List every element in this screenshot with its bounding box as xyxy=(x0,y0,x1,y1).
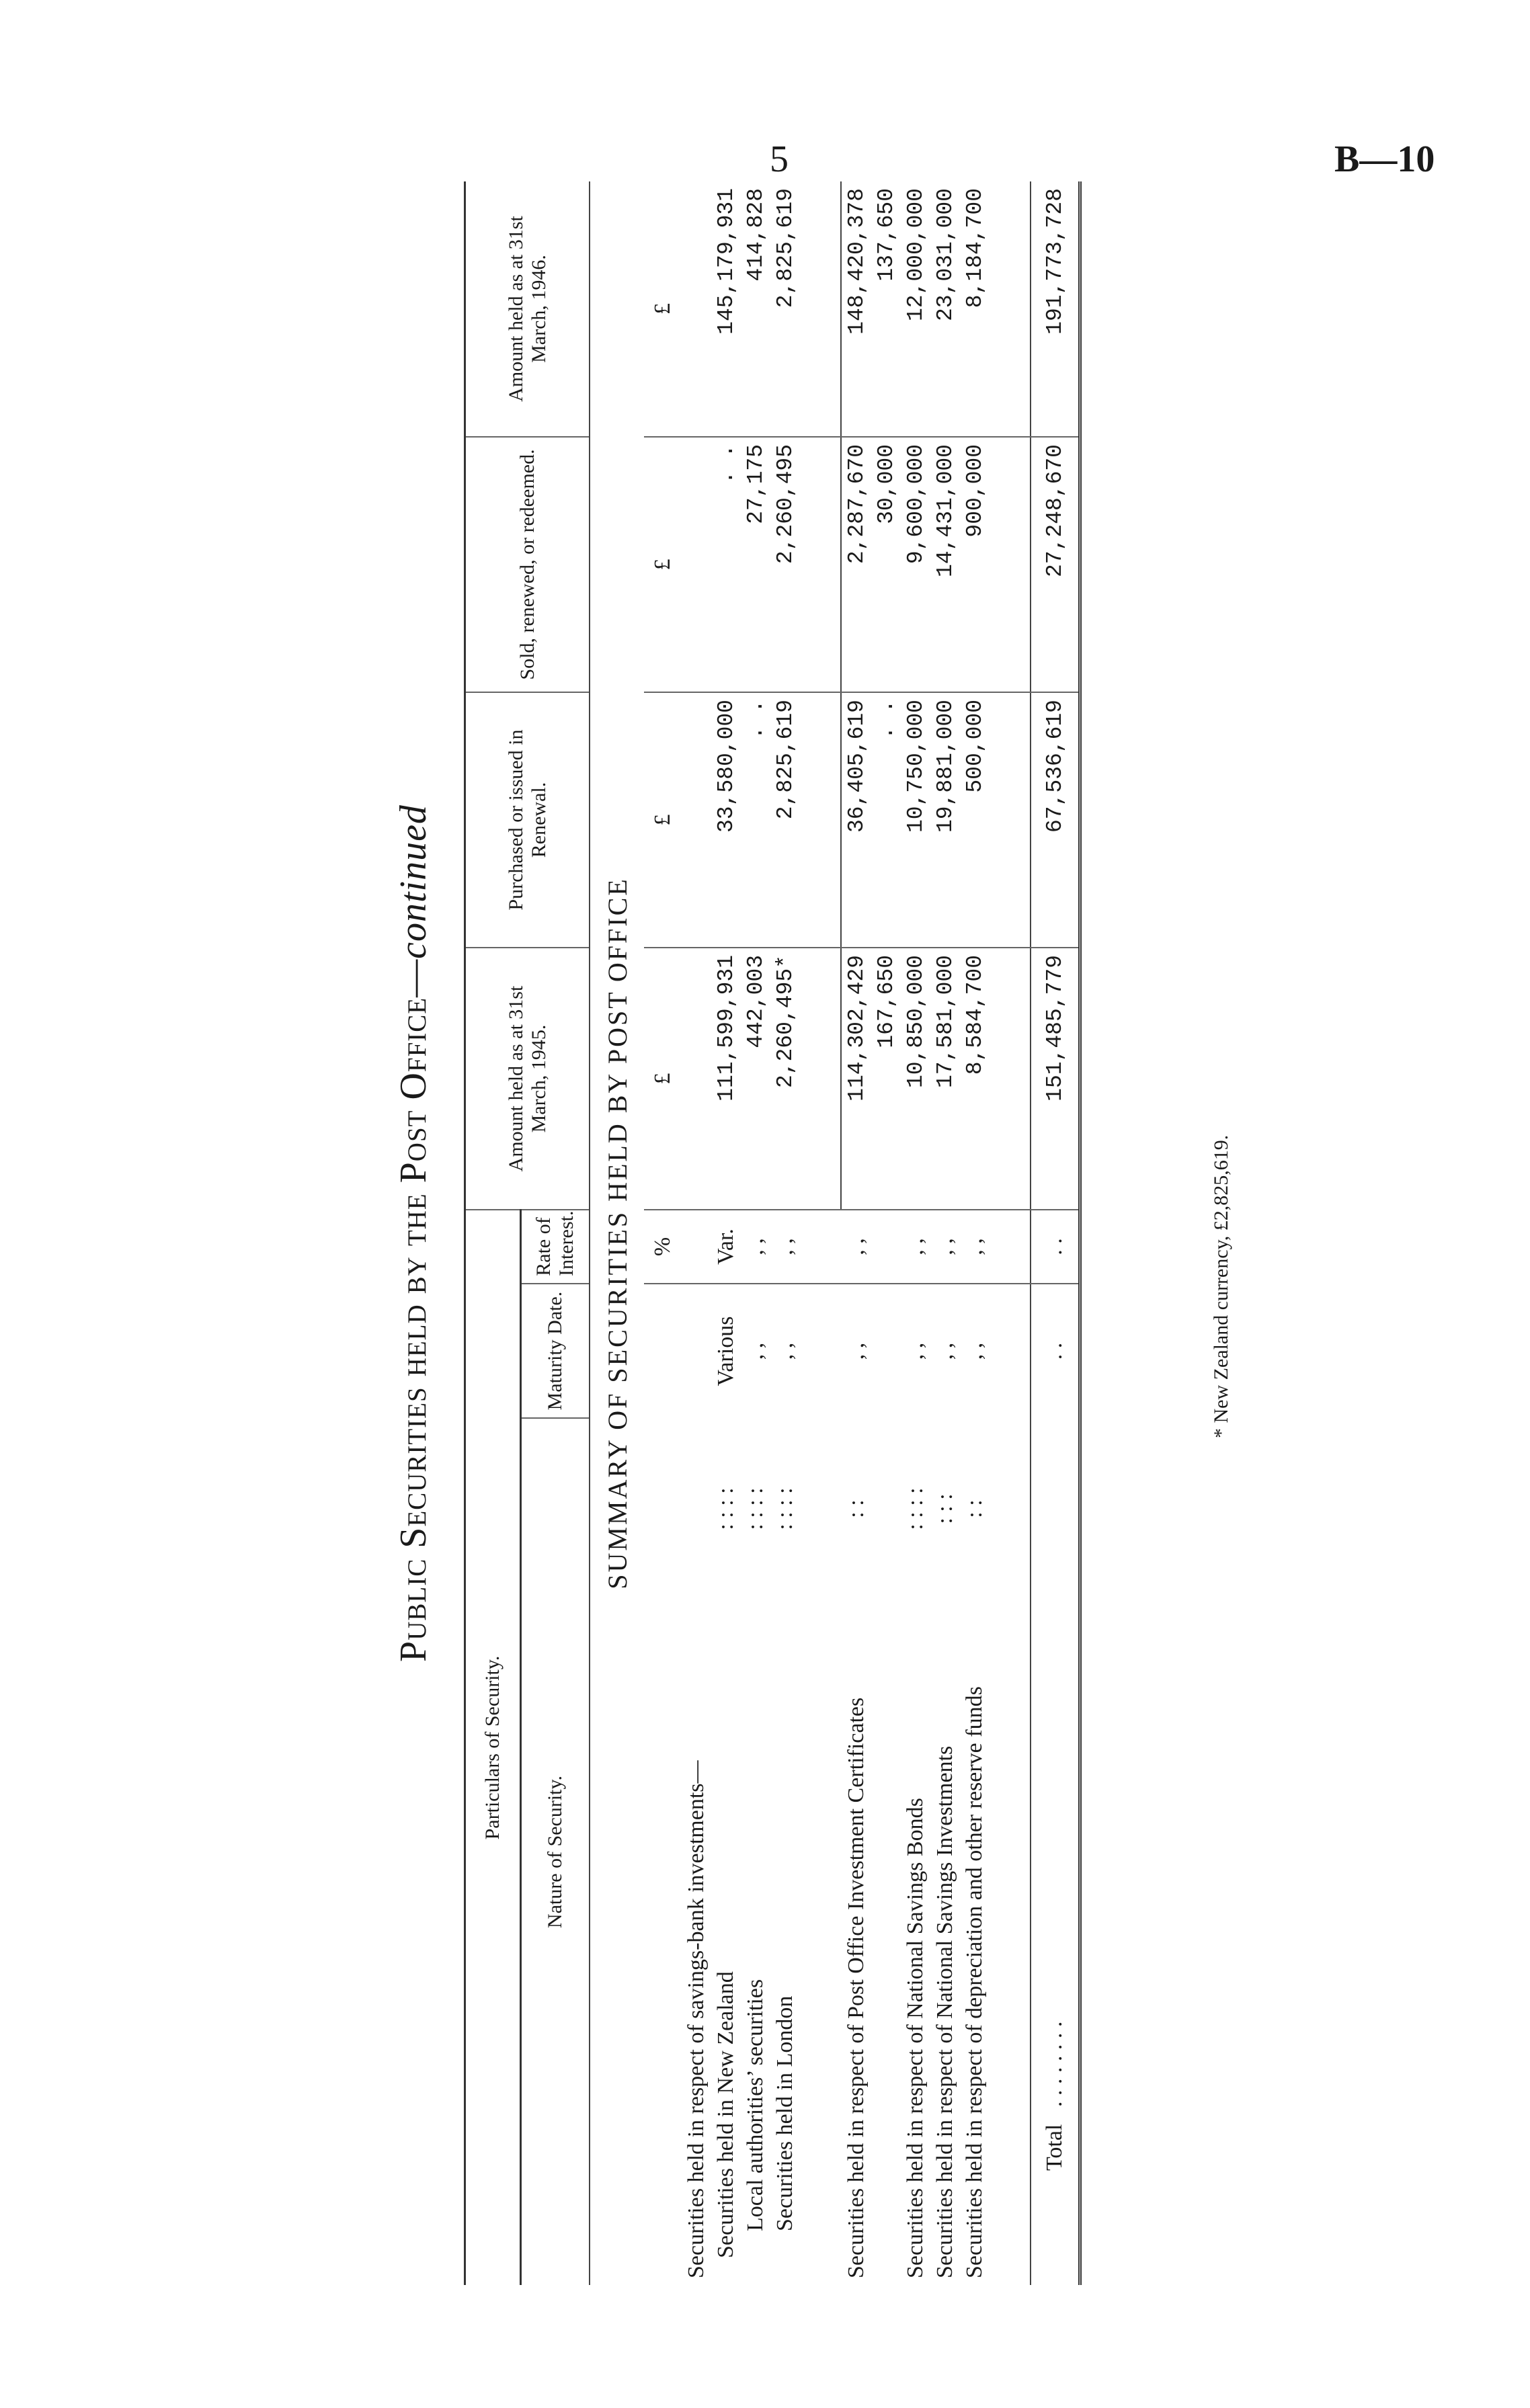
row-held-1946: 23,031,000 xyxy=(932,188,958,322)
subtotal-held-1946: 148,420,378 xyxy=(841,181,871,437)
securities-table xyxy=(464,181,1082,2285)
row-held-1945: 8,584,700 xyxy=(960,948,990,1210)
currency-rate: % xyxy=(644,1210,682,1284)
total-leader: . . . . . . . . xyxy=(1042,2021,1067,2108)
total-purchased: 67,536,619 xyxy=(1031,692,1080,948)
row-name: Local authorities’ securities xyxy=(743,1979,768,2231)
document-code: B—10 xyxy=(1334,138,1435,180)
row-rate: , , xyxy=(930,1210,960,1284)
group1-heading: Securities held in respect of savings-bank investments— xyxy=(684,1760,709,2278)
row-name: Securities held in respect of Post Office Investment Certificates xyxy=(843,1697,869,2278)
row-leader: : : : : xyxy=(903,1487,928,1530)
table-row xyxy=(960,181,990,2285)
table-row xyxy=(711,181,741,2285)
header-rate: Rate of Interest. xyxy=(521,1210,590,1284)
currency-sold: £ xyxy=(644,437,682,692)
header-maturity: Maturity Date. xyxy=(521,1284,590,1418)
row-held-1945: 17,581,000 xyxy=(930,948,960,1210)
row-name: Securities held in New Zealand xyxy=(713,1971,738,2258)
table-row xyxy=(841,181,871,2285)
total-maturity: . . xyxy=(1031,1284,1080,1418)
subtotal-sold: 2,287,670 xyxy=(841,437,871,692)
currency-held-1945: £ xyxy=(644,948,682,1210)
row-purchased: . . xyxy=(741,692,770,948)
table-row xyxy=(871,181,901,2285)
spacer-row xyxy=(800,181,841,2285)
subtotal-purchased: 36,405,619 xyxy=(841,692,871,948)
row-maturity: , , xyxy=(930,1284,960,1418)
row-sold: 2,260,495 xyxy=(770,437,800,692)
row-leader: : : xyxy=(962,1499,987,1518)
footnote: * New Zealand currency, £2,825,619. xyxy=(1210,1134,1232,1438)
header-held-1946: Amount held as at 31st March, 1946. xyxy=(465,181,590,437)
row-name: Securities held in respect of National Savings Investments xyxy=(932,1745,957,2278)
row-leader: : : : : xyxy=(772,1487,797,1530)
row-name: Securities held in respect of depreciation and other reserve funds xyxy=(962,1686,987,2278)
row-maturity: , , xyxy=(770,1284,800,1418)
spacer-row xyxy=(990,181,1031,2285)
row-leader: : : : : xyxy=(743,1487,768,1530)
row-sold: 27,175 xyxy=(741,437,770,692)
total-sold: 27,248,670 xyxy=(1031,437,1080,692)
table-row xyxy=(770,181,800,2285)
row-purchased: 10,750,000 xyxy=(901,692,930,948)
row-purchased: . . xyxy=(871,692,901,948)
row-held-1945: 111,599,931 xyxy=(711,948,741,1210)
row-held-1945: 442,003 xyxy=(741,948,770,1210)
row-leader: : : : xyxy=(932,1493,957,1524)
row-sold: 9,600,000 xyxy=(901,437,930,692)
table-row xyxy=(741,181,770,2285)
title-suffix: continued xyxy=(393,804,434,959)
total-label xyxy=(1031,1600,1080,2285)
row-maturity: , , xyxy=(901,1284,930,1418)
row-maturity: , , xyxy=(960,1284,990,1418)
row-sold: 14,431,000 xyxy=(930,437,960,692)
row-held-1946: 8,184,700 xyxy=(962,188,988,308)
row-rate: , , xyxy=(741,1210,770,1284)
row-purchased: 33,580,000 xyxy=(711,692,741,948)
table-row xyxy=(901,181,930,2285)
row-purchased: 2,825,619 xyxy=(770,692,800,948)
title-main: Public Securities held by the Post Office xyxy=(393,997,434,1662)
row-sold: 30,000 xyxy=(871,437,901,692)
summary-heading-row xyxy=(590,181,644,2285)
row-held-1945: 10,850,000 xyxy=(901,948,930,1210)
header-purchased: Purchased or issued in Renewal. xyxy=(465,692,590,948)
row-held-1946: 12,000,000 xyxy=(903,188,928,322)
table-title: Public Securities held by the Post Office—continued xyxy=(393,804,434,1662)
total-label-text: Total xyxy=(1042,2124,1067,2171)
total-held-1946: 191,773,728 xyxy=(1031,181,1080,437)
subtotal-held-1945: 114,302,429 xyxy=(841,948,871,1210)
row-leader: : : : : xyxy=(713,1487,738,1530)
total-held-1945: 151,485,779 xyxy=(1031,948,1080,1210)
total-rate: . . xyxy=(1031,1210,1080,1284)
row-sold: 900,000 xyxy=(960,437,990,692)
row-sold: . . xyxy=(711,437,741,692)
row-maturity: , , xyxy=(841,1284,871,1418)
header-row-1 xyxy=(465,181,521,2285)
currency-row xyxy=(644,181,682,2285)
header-nature: Nature of Security. xyxy=(521,1418,590,2285)
row-held-1946: 137,650 xyxy=(873,188,899,282)
table-row xyxy=(930,181,960,2285)
row-held-1946: 145,179,931 xyxy=(713,188,739,335)
row-purchased: 19,881,000 xyxy=(930,692,960,948)
page-number: 5 xyxy=(770,138,789,180)
group1-heading-row xyxy=(682,181,711,2285)
row-rate: , , xyxy=(841,1210,871,1284)
row-rate: , , xyxy=(960,1210,990,1284)
row-purchased: 500,000 xyxy=(960,692,990,948)
row-name: Securities held in London xyxy=(772,1995,797,2231)
row-held-1945: 167,650 xyxy=(871,948,901,1210)
rotated-table-page xyxy=(376,181,1250,2285)
summary-heading: SUMMARY OF SECURITIES HELD BY POST OFFICE xyxy=(602,877,633,1589)
row-held-1945: 2,260,495* xyxy=(770,948,800,1210)
row-maturity: , , xyxy=(741,1284,770,1418)
row-maturity: Various xyxy=(711,1284,741,1418)
row-held-1946: 414,828 xyxy=(743,188,768,282)
row-rate: , , xyxy=(770,1210,800,1284)
row-rate: , , xyxy=(901,1210,930,1284)
currency-purchased: £ xyxy=(644,692,682,948)
row-rate: Var. xyxy=(711,1210,741,1284)
row-name: Securities held in respect of National Savings Bonds xyxy=(903,1798,928,2278)
header-sold: Sold, renewed, or redeemed. xyxy=(465,437,590,692)
currency-held-1946: £ xyxy=(650,303,675,315)
total-row xyxy=(1031,181,1080,2285)
header-held-1945: Amount held as at 31st March, 1945. xyxy=(465,948,590,1210)
row-leader: : : xyxy=(843,1499,869,1518)
row-held-1946: 2,825,619 xyxy=(772,188,798,308)
header-particulars: Particulars of Security. xyxy=(465,1210,521,2285)
